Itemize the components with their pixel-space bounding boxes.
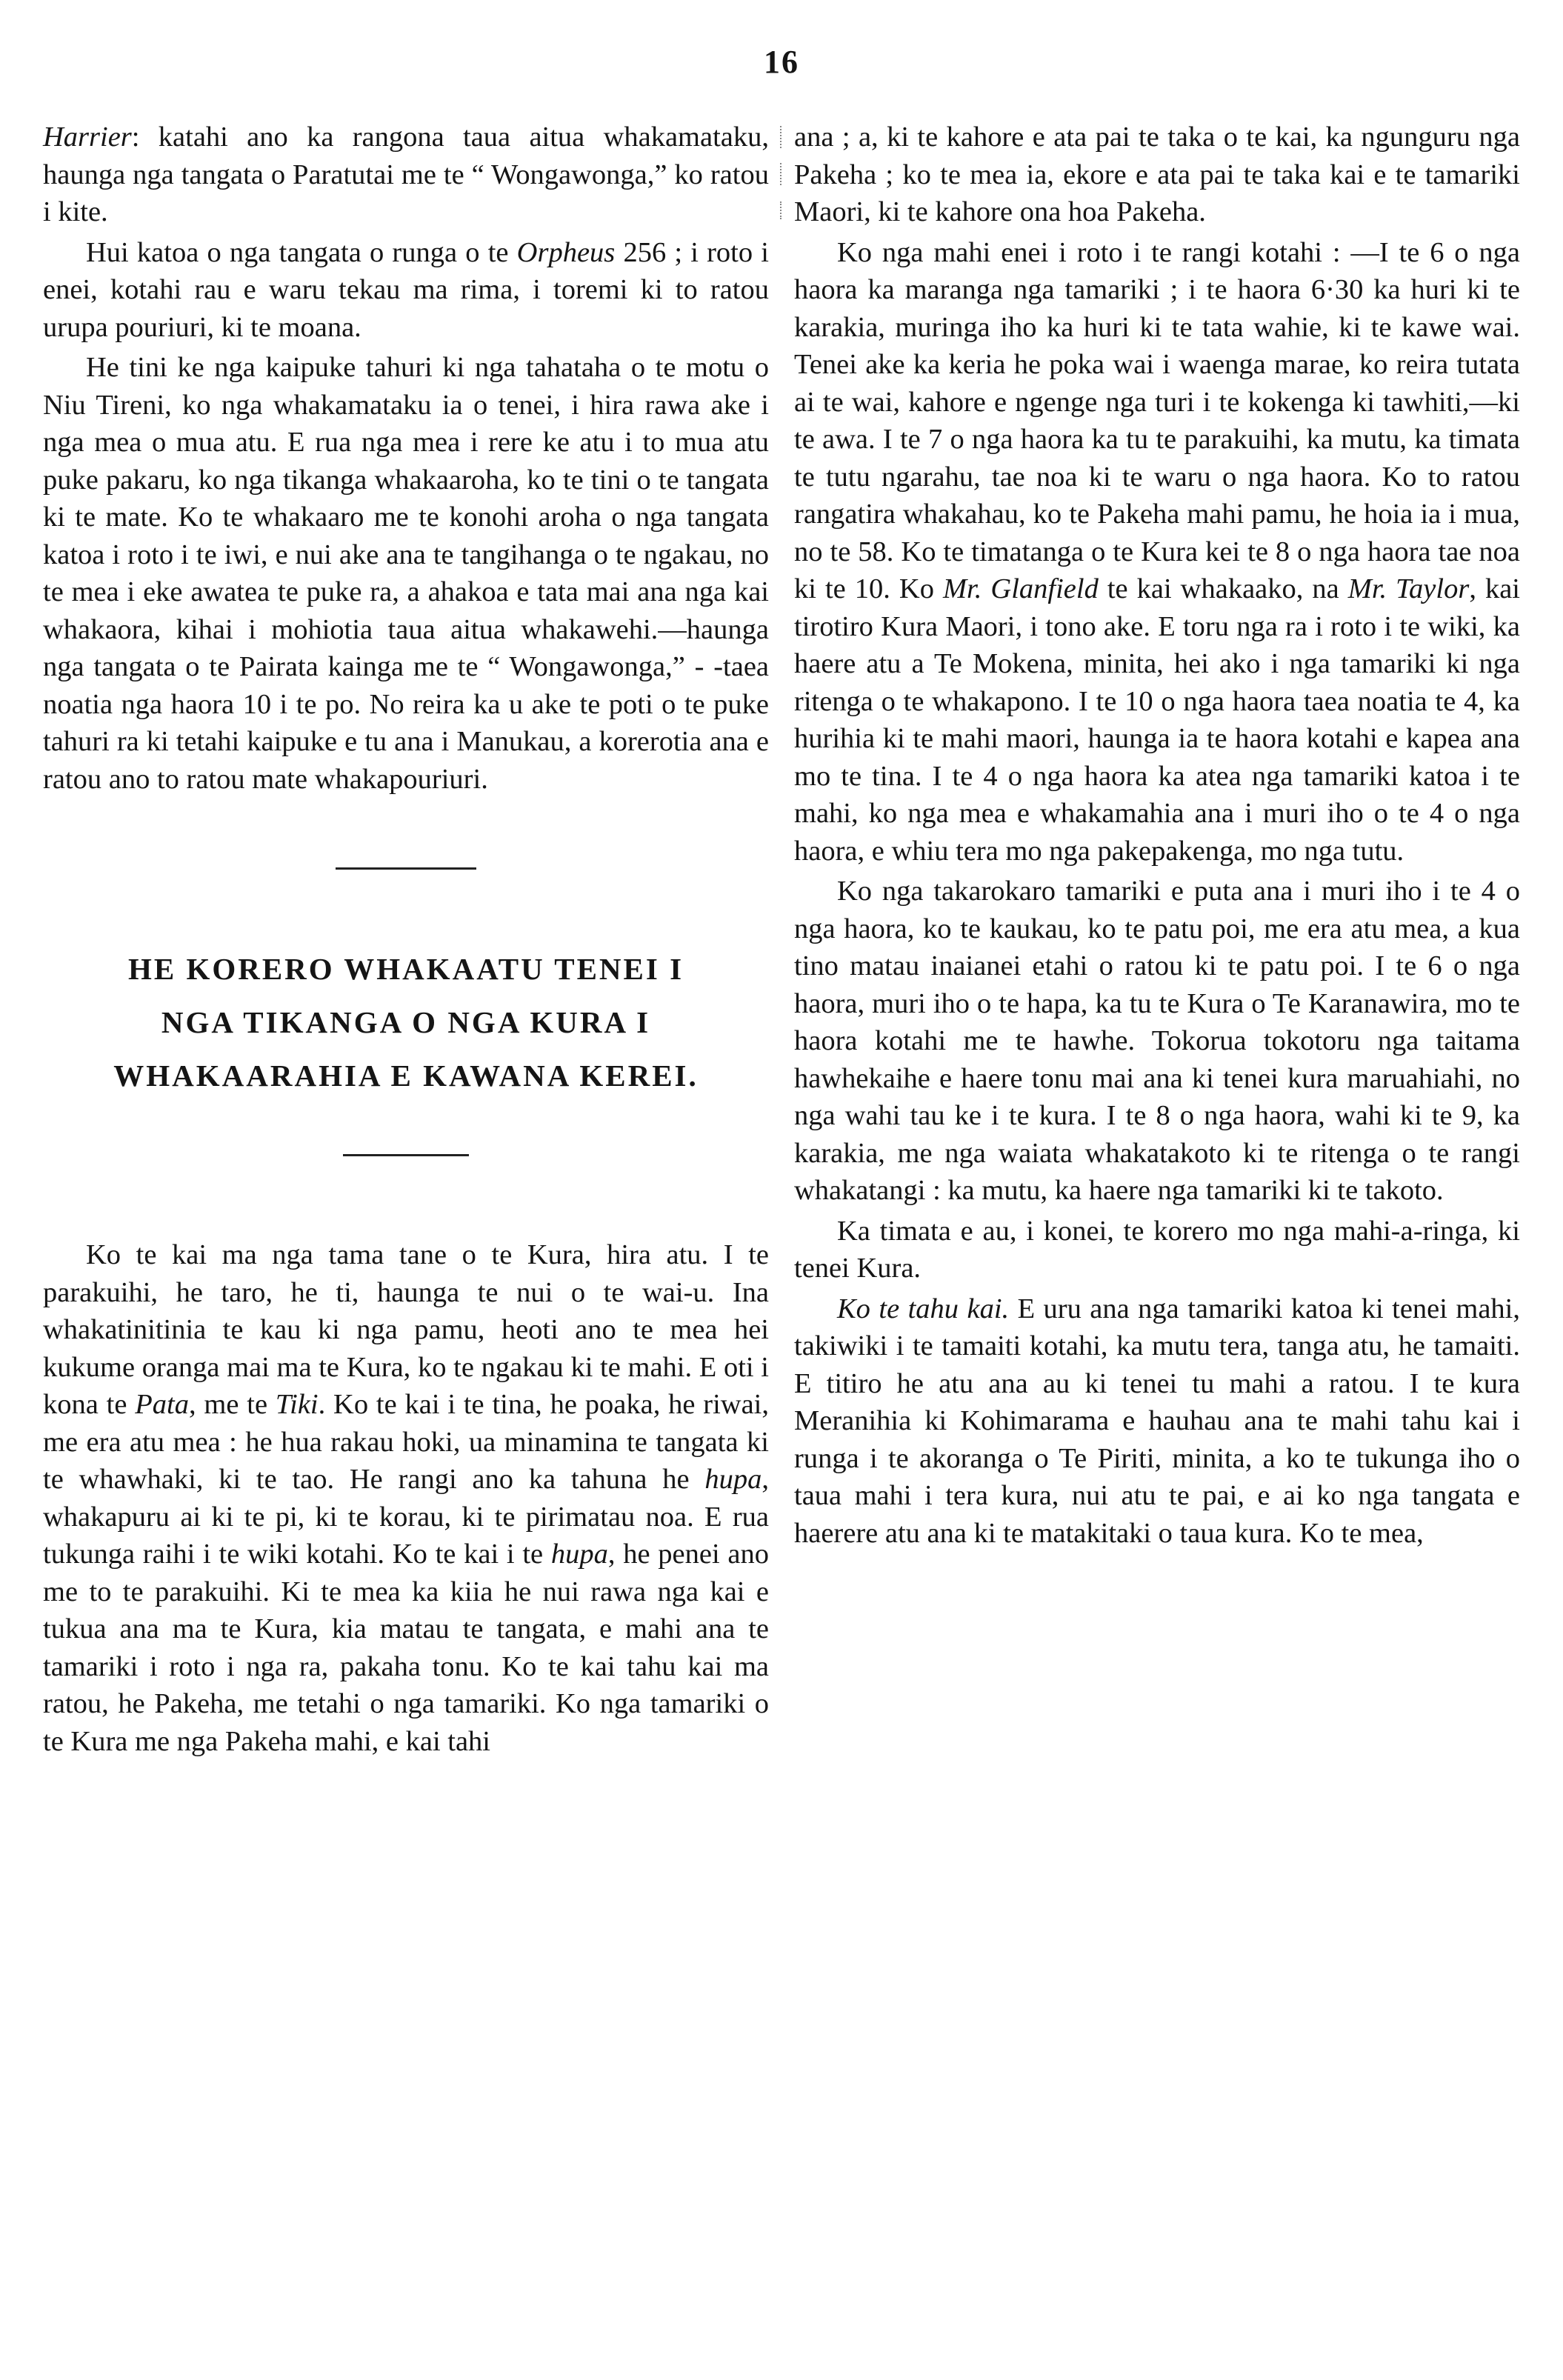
paragraph [43, 1236, 769, 1760]
paragraph: ana ; a, ki te kahore e ata pai te taka o te kai, ka ngunguru nga Pakeha ; ko te mea ia, ekore e ata pai te taka kai e te tamariki Maori, ki te kahore ona hoa Pakeha. [794, 121, 1520, 227]
heading-line: NGA TIKANGA O NGA KURA I [161, 1005, 651, 1039]
italic-term: hupa [704, 1464, 762, 1495]
heading-line: HE KORERO WHAKAATU TENEI I [127, 952, 684, 986]
person-name-italic: Mr. Glanfield [942, 573, 1099, 604]
paragraph-text: , kai tirotiro Kura Maori, i tono ake. E toru nga ra i roto i te wiki, ka haere atu a Te Mokena, minita, hei ako i nga tamariki ki nga ritenga o te whakapono. I te 10 o nga haora taea noatia te 4, ka hurihia ki te mahi maori, haunga ia te haora kotahi e kapea ana mo te tina. I te 4 o nga haora ka atea nga tamariki katoa i te mahi, ko nga mea e whakamahia ana i muri iho o te 4 o nga haora, e whiu tera mo nga pakepakenga, mo nga tutu. [794, 573, 1520, 867]
column-divider-mark [780, 126, 782, 148]
italic-term: hupa [550, 1539, 608, 1570]
paragraph-text: , whakapuru ai ki te pi, ki te korau, ki te pirimatau noa. E rua tukunga raihi i te wiki kotahi. Ko te kai i te [43, 1464, 769, 1570]
italic-term: Tiki [275, 1389, 319, 1420]
paragraph-text: Ko nga mahi enei i roto i te rangi kotahi : —I te 6 o nga haora ka maranga nga tamariki ; i te haora 6·30 ka huri ki te karakia, muringa iho ka huri ki te tata wahie, ki te kawe wai. Tenei ake ka keria he poka wai i waenga marae, ko reira tutata ai te wai, kahore e ngenge nga turi i te kokenga ki tawhiti,—ki te awa. I te 7 o nga haora ka tu te parakuihi, ka mutu, ka timata te tutu ngarahu, tae noa ki te waru o nga haora. Ko to ratou rangatira whakahau, ko te Pakeha mahi pamu, he hoia ia i mua, no te 58. Ko te timatanga o te Kura kei te 8 o nga haora tae noa ki te 10. [794, 236, 1520, 604]
paragraph-text: 256 ; i roto i enei, kotahi rau e waru tekau ma rima, i toremi ki to ratou urupa pouriuri, ki te moana. [43, 236, 770, 343]
column-divider-mark [780, 201, 782, 219]
right-column [794, 119, 1520, 1555]
paragraph-text: , he penei ano me to te parakuihi. Ki te mea ka kiia he nui rawa nga kai e tukua ana ma te Kura, kia matau te tangata, e mahi ana te tamariki i roto i nga ra, pakaha tonu. Ko te kai tahu kai ma ratou, he Pakeha, me tetahi o nga tamariki. Ko nga tamariki o te Kura me nga Pakeha mahi, e kai tahi [43, 1539, 769, 1757]
ship-name-italic: Orpheus [516, 236, 616, 268]
paragraph: Ka timata e au, i konei, te korero mo nga mahi-a-ringa, ki tenei Kura. [794, 1215, 1520, 1284]
paragraph-text: : katahi ano ka rangona taua aitua whakamataku, haunga nga tangata o Paratutai me te “ Wongawonga,” ko ratou i kite. [43, 121, 769, 227]
paragraph [43, 234, 769, 347]
paragraph: He tini ke nga kaipuke tahuri ki nga tahataha o te motu o Niu Tireni, ko nga whakamataku ia o tenei, i hira rawa ake i nga mea o mua atu. E rua nga mea i rere ke atu i to mua atu puke pakaru, ko nga tikanga whakaaroha, ko te tini o te tangata ki te mate. Ko te whakaaro me te konohi aroha o nga tangata katoa i roto i te iwi, e nui ake ana te tangihanga o te ngakau, no te mea i eke awatea te puke ra, a ahakoa e tata mai ana nga kai whakaora, kihai i mohiotia taua aitua whakawehi.—haunga nga tangata o te Pairata kainga me te “ Wongawonga,” - -taea noatia nga haora 10 i te po. No reira ka u ake te poti o te puke tahuri ra ki tetahi kaipuke e tu ana i Manukau, a korerotia ana e ratou ano to ratou mate whakapouriuri. [43, 352, 769, 795]
paragraph-text: . Ko te kai i te tina, he poaka, he riwai, me era atu mea : he hua rakau hoki, ua minamina te tangata ki te whawhaki, ki te tao. He rangi ano ka tahuna he [43, 1389, 770, 1495]
left-column [43, 119, 769, 1763]
paragraph [794, 1290, 1520, 1553]
italic-term: Pata [135, 1389, 189, 1420]
person-name-italic: Mr. Taylor [1347, 573, 1470, 604]
page-number: 16 [764, 44, 799, 80]
paragraph: Ko nga takarokaro tamariki e puta ana i muri iho i te 4 o nga haora, ko te kaukau, ko te patu poi, me era atu mea, a kua tino matau inaianei etahi o ratou ki te patu poi. I te 6 o nga haora, muri iho o te hapa, ka tu te Kura o Te Karanawira, mo te haora kotahi me te hawhe. Tokorua tokotoru nga taitama hawhekaihe e haere tonu mai ana ki tenei kura maruahiahi, no nga wahi tau ke i te kura. I te 8 o nga haora, wahi ki te 9, ka karakia, me nga waiata whakatakoto ki te ritenga o te rangi whakatangi : ka mutu, ka haere nga tamariki ki te takoto. [794, 876, 1520, 1206]
paragraph-text: Ko [890, 573, 943, 604]
section-heading [43, 942, 769, 1102]
column-divider-mark [780, 163, 782, 185]
paragraph-text: Ko te kai ma nga tama tane o te Kura, hira atu. I te parakuihi, he taro, he ti, haunga te nui o te wai-u. Ina whakatinitinia te kau ki nga pamu, heoti ano te mea hei kukume oranga mai ma te Kura, ko te ngakau ki te mahi. E oti i kona te [43, 1239, 769, 1420]
paragraph-text: Hui katoa o nga tangata o runga o te [86, 236, 517, 268]
paragraph-text: , me te [188, 1389, 276, 1420]
paragraph [43, 119, 769, 231]
paragraph [794, 234, 1520, 870]
ship-name-italic: Harrier [43, 121, 132, 153]
heading-line: WHAKAARAHIA E KAWANA KEREI. [113, 1059, 699, 1093]
italic-subheading: Ko te tahu kai. [837, 1293, 1010, 1324]
paragraph-text: te kai whakaako, na [1098, 573, 1348, 604]
heading-underline-rule [343, 1154, 469, 1156]
section-divider-rule [336, 867, 476, 870]
paragraph-text: E uru ana nga tamariki katoa ki tenei mahi, takiwiki i te tamaiti kotahi, ka mutu tera, tanga atu, he tamaiti. E titiro he atu ana au ki tenei tu mahi a ratou. I te kura Meranihia ki Kohimarama e hauhau ana te mahi tahu kai i runga i te akoranga o Te Piriti, minita, a ko te tukunga iho o taua mahi i tera kura, nui atu te pai, e ai ko nga tangata e haerere atu ana ki te matakitaki o taua kura. Ko te mea, [794, 1293, 1520, 1549]
